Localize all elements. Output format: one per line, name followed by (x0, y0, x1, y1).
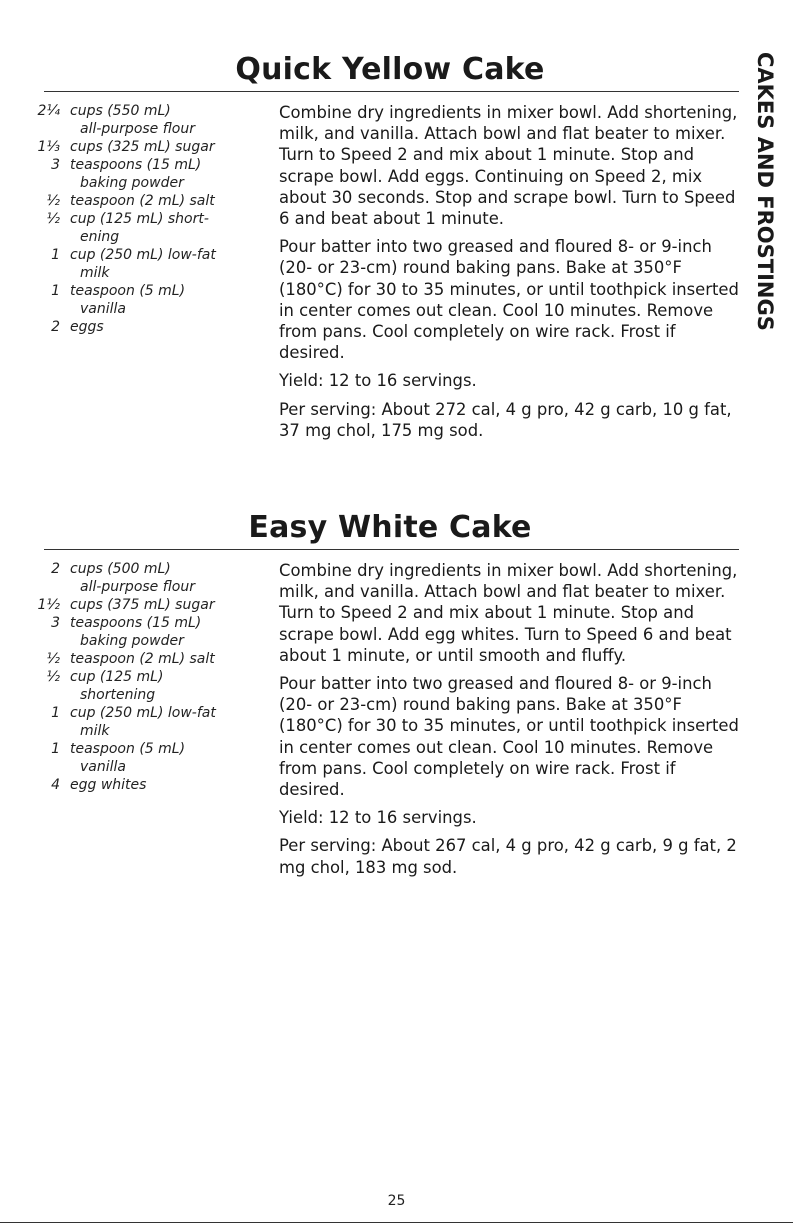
ingredient-qty: 1½ (37, 597, 60, 613)
ingredient-line-cont: vanilla (80, 759, 126, 775)
title-divider (44, 549, 739, 550)
ingredient-line: teaspoons (15 mL) (70, 615, 202, 631)
method-paragraph: Combine dry ingredients in mixer bowl. Add shortening, milk, and vanilla. Attach bowl and flat beater to mixer. Turn to Speed 2 and mix about 1 minute. Stop and scrape bowl. Add eggs. Continuing on Speed 2, mix about 30 seconds. Stop and scrape bowl. Turn to Speed 6 and beat about 1 minute. (279, 103, 738, 229)
ingredient-item (28, 776, 273, 794)
ingredient-line-cont: all-purpose flour (80, 579, 195, 595)
ingredient-item (28, 740, 273, 776)
recipe-method (279, 102, 741, 448)
ingredient-item (28, 156, 273, 192)
method-paragraph: Pour batter into two greased and floured 8- or 9-inch (20- or 23-cm) round baking pans. Bake at 350°F (180°C) for 30 to 35 minutes, or until toothpick inserted in center comes out clean. Cool 10 minutes. Remove from pans. Cool completely on wire rack. Frost if desired. (279, 674, 739, 800)
ingredient-line-cont: baking powder (80, 633, 184, 649)
ingredient-list (28, 102, 273, 336)
ingredient-qty: 1 (51, 283, 60, 299)
ingredient-qty: 1 (51, 247, 60, 263)
recipe-title: Quick Yellow Cake (235, 52, 545, 87)
ingredient-line: teaspoon (5 mL) (70, 741, 186, 757)
ingredient-line: cup (250 mL) low-fat (70, 705, 216, 721)
ingredient-line: teaspoon (2 mL) salt (70, 193, 215, 209)
ingredient-qty: ½ (46, 669, 60, 685)
ingredient-qty: 2 (51, 561, 60, 577)
ingredient-line: cups (550 mL) (70, 103, 171, 119)
ingredient-item (28, 704, 273, 740)
bottom-divider (0, 1222, 793, 1223)
recipe-title: Easy White Cake (248, 510, 532, 545)
recipe-easy-white-cake (0, 508, 740, 877)
ingredient-qty: 1 (51, 705, 60, 721)
ingredient-qty: ½ (46, 193, 60, 209)
ingredient-line-cont: milk (80, 723, 110, 739)
ingredient-qty: 3 (51, 615, 60, 631)
ingredient-qty: 2 (51, 319, 60, 335)
ingredient-line: eggs (70, 319, 104, 335)
ingredient-line: cups (500 mL) (70, 561, 171, 577)
ingredient-qty: 3 (51, 157, 60, 173)
ingredient-item (28, 102, 273, 138)
ingredient-line: cups (325 mL) sugar (70, 139, 215, 155)
ingredient-line: teaspoons (15 mL) (70, 157, 202, 173)
ingredient-line-cont: vanilla (80, 301, 126, 317)
ingredient-list (28, 560, 273, 794)
ingredient-item (28, 210, 273, 246)
ingredient-line-cont: all-purpose flour (80, 121, 195, 137)
ingredient-qty: 2¼ (37, 103, 60, 119)
ingredient-qty: ½ (46, 651, 60, 667)
title-divider (44, 91, 739, 92)
method-paragraph: Combine dry ingredients in mixer bowl. Add shortening, milk, and vanilla. Attach bowl and flat beater to mixer. Turn to Speed 2 and mix about 1 minute. Stop and scrape bowl. Add egg whites. Turn to Speed 6 and beat about 1 minute, or until smooth and fluffy. (279, 561, 738, 665)
page-number: 25 (387, 1193, 406, 1209)
ingredient-item (28, 614, 273, 650)
ingredient-qty: ½ (46, 211, 60, 227)
ingredient-item (28, 668, 273, 704)
ingredient-line-cont: baking powder (80, 175, 184, 191)
section-tab: CAKES AND FROSTINGS (753, 52, 777, 331)
nutrition-text: Per serving: About 272 cal, 4 g pro, 42 g carb, 10 g fat, 37 mg chol, 175 mg sod. (279, 399, 732, 440)
ingredient-line: teaspoon (5 mL) (70, 283, 186, 299)
ingredient-item (28, 560, 273, 596)
recipe-method (279, 560, 741, 885)
ingredient-item (28, 192, 273, 210)
ingredient-item (28, 650, 273, 668)
ingredient-item (28, 318, 273, 336)
ingredient-line-cont: milk (80, 265, 110, 281)
ingredient-line: teaspoon (2 mL) salt (70, 651, 215, 667)
ingredient-qty: 1⅓ (37, 139, 60, 155)
ingredient-line: egg whites (70, 777, 147, 793)
ingredient-line: cups (375 mL) sugar (70, 597, 215, 613)
ingredient-item (28, 246, 273, 282)
ingredient-line-cont: ening (80, 229, 120, 245)
ingredient-item (28, 282, 273, 318)
method-paragraph: Pour batter into two greased and floured 8- or 9-inch (20- or 23-cm) round baking pans. Bake at 350°F (180°C) for 30 to 35 minutes, or until toothpick inserted in center comes out clean. Cool 10 minutes. Remove from pans. Cool completely on wire rack. Frost if desired. (279, 237, 739, 363)
ingredient-line-cont: shortening (80, 687, 156, 703)
recipe-quick-yellow-cake (0, 50, 740, 440)
nutrition-text: Per serving: About 267 cal, 4 g pro, 42 g carb, 9 g fat, 2 mg chol, 183 mg sod. (279, 836, 737, 877)
ingredient-item (28, 138, 273, 156)
yield-text: Yield: 12 to 16 servings. (279, 808, 477, 828)
ingredient-line: cup (125 mL) short- (70, 211, 209, 227)
ingredient-qty: 4 (51, 777, 60, 793)
ingredient-qty: 1 (51, 741, 60, 757)
ingredient-line: cup (125 mL) (70, 669, 164, 685)
ingredient-line: cup (250 mL) low-fat (70, 247, 216, 263)
ingredient-item (28, 596, 273, 614)
yield-text: Yield: 12 to 16 servings. (279, 371, 477, 391)
